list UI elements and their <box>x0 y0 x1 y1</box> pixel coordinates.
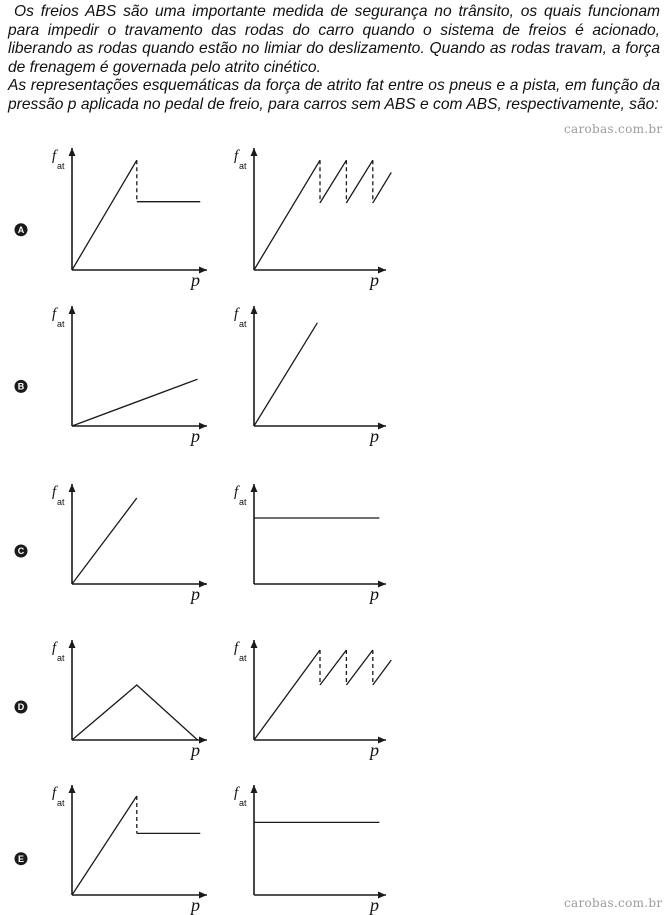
y-axis-label: f <box>52 148 57 164</box>
curve-recovery <box>346 160 372 203</box>
question-paragraph-2: As representações esquemáticas da força de atrito fat entre os pneus e a pista, em função da pressão p aplicada no pedal de freio, para carros sem ABS e com ABS, respectivamente, são: <box>8 77 660 113</box>
graph-b-right <box>234 306 386 446</box>
y-axis-label-subscript: at <box>57 497 65 507</box>
y-axis-arrow-icon <box>69 484 76 492</box>
graph-d-left <box>52 640 207 760</box>
curve-rise-fall <box>72 685 198 740</box>
option-letter: D <box>17 702 25 713</box>
graph-d-right <box>234 640 391 760</box>
y-axis-label: f <box>52 484 57 500</box>
x-axis-arrow-icon <box>199 267 207 274</box>
curve-rise <box>254 323 317 426</box>
x-axis-label: p <box>370 740 379 760</box>
x-axis-arrow-icon <box>199 581 207 588</box>
curve-recovery <box>320 650 346 685</box>
y-axis-arrow-icon <box>251 306 258 314</box>
x-axis-arrow-icon <box>378 581 386 588</box>
x-axis-label: p <box>370 426 379 446</box>
option-letter: B <box>17 381 25 392</box>
graph-a-right <box>234 148 391 290</box>
watermark-bottom: carobas.com.br <box>564 896 663 910</box>
y-axis-label-subscript: at <box>239 497 247 507</box>
graph-e-right <box>234 785 386 915</box>
y-axis-label: f <box>52 785 57 801</box>
option-letter: A <box>17 224 25 235</box>
y-axis-label-subscript: at <box>57 798 65 808</box>
curve-rise <box>254 160 320 270</box>
y-axis-arrow-icon <box>69 785 76 793</box>
curve-recovery <box>346 650 372 685</box>
x-axis-label: p <box>191 740 200 760</box>
x-axis-label: p <box>370 270 379 290</box>
x-axis-arrow-icon <box>199 423 207 430</box>
x-axis-arrow-icon <box>199 892 207 899</box>
question-paragraph-1: Os freios ABS são uma importante medida de segurança no trânsito, os quais funcionam para impedir o travamento das rodas do carro quando o sistema de freios é acionado, liberando as rodas quando estão no limiar do deslizamento. Quando as rodas travam, a força de frenagem é governada pelo atrito cinético. <box>8 3 660 76</box>
y-axis-arrow-icon <box>69 640 76 648</box>
curve-recovery <box>373 172 391 203</box>
y-axis-arrow-icon <box>69 148 76 156</box>
curve-recovery <box>373 660 391 685</box>
y-axis-label-subscript: at <box>57 653 65 663</box>
x-axis-label: p <box>370 895 379 915</box>
y-axis-label: f <box>52 306 57 322</box>
x-axis-arrow-icon <box>378 423 386 430</box>
option-badge-a <box>15 223 28 236</box>
y-axis-label: f <box>234 484 239 500</box>
x-axis-arrow-icon <box>378 267 386 274</box>
y-axis-label: f <box>234 640 239 656</box>
y-axis-label-subscript: at <box>239 653 247 663</box>
x-axis-label: p <box>191 270 200 290</box>
x-axis-label: p <box>191 426 200 446</box>
curve-recovery <box>320 160 346 203</box>
curve-rise <box>254 650 320 740</box>
y-axis-arrow-icon <box>69 306 76 314</box>
curve-rise <box>72 498 137 584</box>
curve-rise <box>72 796 137 895</box>
y-axis-label-subscript: at <box>239 319 247 329</box>
y-axis-label-subscript: at <box>239 798 247 808</box>
watermark-top: carobas.com.br <box>564 122 663 136</box>
option-badge-c <box>15 545 28 558</box>
x-axis-arrow-icon <box>378 892 386 899</box>
x-axis-arrow-icon <box>378 737 386 744</box>
y-axis-label: f <box>234 785 239 801</box>
curve-rise <box>72 160 137 270</box>
y-axis-arrow-icon <box>251 640 258 648</box>
option-badge-e <box>15 852 28 865</box>
y-axis-label: f <box>234 148 239 164</box>
x-axis-label: p <box>191 584 200 604</box>
option-letter: E <box>17 853 25 864</box>
y-axis-label-subscript: at <box>239 161 247 171</box>
graph-e-left <box>52 785 207 915</box>
option-letter: C <box>17 546 25 557</box>
y-axis-label: f <box>234 306 239 322</box>
y-axis-label: f <box>52 640 57 656</box>
graph-c-right <box>234 484 386 604</box>
x-axis-label: p <box>191 895 200 915</box>
graph-c-left <box>52 484 207 604</box>
x-axis-label: p <box>370 584 379 604</box>
graph-a-left <box>52 148 207 290</box>
x-axis-arrow-icon <box>199 737 207 744</box>
y-axis-arrow-icon <box>251 785 258 793</box>
question-text <box>8 3 660 115</box>
option-badge-b <box>15 380 28 393</box>
option-badge-d <box>15 701 28 714</box>
y-axis-arrow-icon <box>251 484 258 492</box>
graph-b-left <box>52 306 207 446</box>
y-axis-arrow-icon <box>251 148 258 156</box>
y-axis-label-subscript: at <box>57 161 65 171</box>
y-axis-label-subscript: at <box>57 319 65 329</box>
curve-rise <box>72 379 198 426</box>
